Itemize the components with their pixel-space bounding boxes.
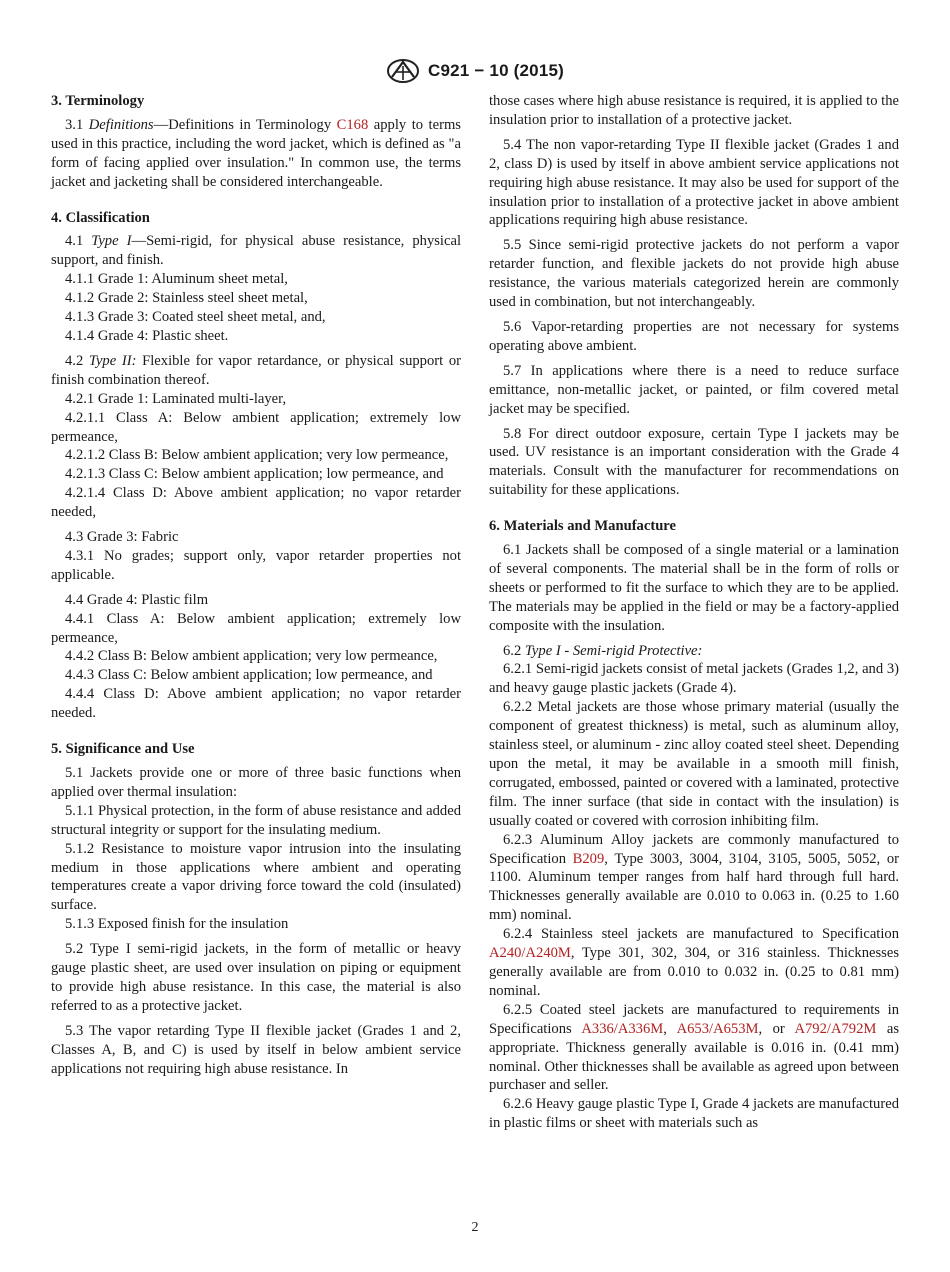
section-heading-materials: 6. Materials and Manufacture <box>489 518 676 535</box>
paragraph-5-1-3: 5.1.3 Exposed finish for the insulation <box>65 916 289 933</box>
paragraph-5-3: 5.3 The vapor retarding Type II flexible jacket (Grades 1 and 2, Classes A, B, and C) is used by itself in below ambient service applications not requiring high abuse resistance. In <box>51 1022 461 1077</box>
right-column <box>489 92 899 1133</box>
text: , or <box>758 1020 795 1037</box>
paragraph-4-1-2: 4.1.2 Grade 2: Stainless steel sheet metal, <box>65 290 308 307</box>
paragraph-4-4: 4.4 Grade 4: Plastic film <box>65 591 209 608</box>
paragraph-5-5: 5.5 Since semi-rigid protective jackets do not perform a vapor retarder function, and flexible jackets do not provide high abuse resistance, the various materials categorized herein are commonly used in combination, but not interchangeably. <box>489 237 899 311</box>
paragraph-5-2: 5.2 Type I semi-rigid jackets, in the form of metallic or heavy gauge plastic sheet, are used over insulation on piping or equipment to provide high abuse resistance. In this case, the material is also referred to as a protective jacket. <box>51 941 461 1014</box>
text: , <box>663 1020 677 1037</box>
page-header <box>0 56 950 86</box>
paragraph-4-4-2: 4.4.2 Class B: Below ambient application; very low permeance, <box>65 648 438 665</box>
paragraph-6-1: 6.1 Jackets shall be composed of a single material or a lamination of several components. The material shall be in the form of rolls or sheets or performed to fit the surface to which they are to be applied. The materials may be applied in the field or may be a factory-applied composite with the insulation. <box>489 542 899 634</box>
section-heading-terminology: 3. Terminology <box>51 93 145 109</box>
para-number: 4.1 <box>65 233 92 250</box>
paragraph-6-2-6: 6.2.6 Heavy gauge plastic Type I, Grade 4 jackets are manufactured in plastic films or sheet with materials such as <box>489 1096 899 1132</box>
paragraph-6-2-2: 6.2.2 Metal jackets are those whose primary material (usually the component of greatest thickness) is metal, such as aluminum alloy, stainless steel, or aluminum - zinc alloy coated steel sheet. Depending upon the metal, it may be available in a smooth mill finish, corrugated, embossed, painted or covered with a laminated, protective film. The inner surface (that side in contact with the insulation) is usually coated or covered with corrosion inhibiting film. <box>489 699 899 829</box>
paragraph-4-1-4: 4.1.4 Grade 4: Plastic sheet. <box>65 327 229 344</box>
paragraph-4-1 <box>51 232 461 270</box>
text: , Type 301, 302, 304, or 316 stainless. Thicknesses generally available are from 0.010 to 0.032 in. (0.25 to 0.81 mm) nominal. <box>489 945 899 999</box>
paragraph-5-7: 5.7 In applications where there is a need to reduce surface emittance, non-metallic jacket, or painted, or film covered metal jacket may be specified. <box>489 362 899 417</box>
paragraph-5-1-2: 5.1.2 Resistance to moisture vapor intrusion into the insulating medium in those applications where ambient and operating temperatures create a vapor driving force toward the cold (insulated) surface. <box>51 840 461 914</box>
text: 6.2.4 Stainless steel jackets are manufactured to Specification <box>503 926 899 943</box>
paragraph-5-3-continued: those cases where high abuse resistance is required, it is applied to the insulation prior to installation of a protective jacket. <box>489 93 899 128</box>
paragraph-3-1 <box>51 116 461 192</box>
paragraph-5-4: 5.4 The non vapor-retarding Type II flexible jacket (Grades 1 and 2, class D) is used by itself in above ambient service applications not requiring high abuse resistance. It may also be used for support of the insulation prior to installation of a protective jacket in above ambient applications requiring high abuse resistance. <box>489 136 899 229</box>
defined-term: Type I - Semi-rigid Protective: <box>524 642 703 659</box>
paragraph-4-1-1: 4.1.1 Grade 1: Aluminum sheet metal, <box>65 271 288 288</box>
paragraph-5-1-1: 5.1.1 Physical protection, in the form of abuse resistance and added structural integrity or support for the insulating medium. <box>51 802 461 838</box>
defined-term: Definitions <box>88 116 154 133</box>
paragraph-6-2 <box>489 642 899 661</box>
section-heading-classification: 4. Classification <box>51 209 150 226</box>
paragraph-6-2-1: 6.2.1 Semi-rigid jackets consist of metal jackets (Grades 1,2, and 3) and heavy gauge plastic jackets (Grade 4). <box>489 661 899 697</box>
para-number: 6.2 <box>503 642 525 659</box>
text: , Type 3003, 3004, 3104, 3105, 5005, 5052, or 1100. Aluminum temper ranges from half hard through full hard. Thicknesses generally available are 0.010 to 0.063 in. (0.25 to 1.60 mm) nominal. <box>489 850 899 924</box>
paragraph-5-1: 5.1 Jackets provide one or more of three basic functions when applied over thermal insulation: <box>51 765 461 800</box>
reference-link-b209[interactable]: B209 <box>572 850 605 867</box>
left-column <box>51 92 461 1079</box>
paragraph-4-1-3: 4.1.3 Grade 3: Coated steel sheet metal, and, <box>65 309 326 326</box>
reference-link-a336[interactable]: A336/A336M <box>581 1020 664 1037</box>
paragraph-4-2-1-2: 4.2.1.2 Class B: Below ambient application; very low permeance, <box>65 447 449 464</box>
text: 6.2.3 Aluminum Alloy jackets are commonly manufactured to Specification <box>489 831 899 867</box>
defined-term: Type II: <box>88 352 137 369</box>
paragraph-4-4-4: 4.4.4 Class D: Above ambient application; no vapor retarder needed. <box>51 686 461 722</box>
paragraph-5-8: 5.8 For direct outdoor exposure, certain Type I jackets may be used. UV resistance is an important consideration with the Grade 4 materials. Consult with the manufacturer for recommendations on suitability for these applications. <box>489 425 899 499</box>
paragraph-4-2-1-3: 4.2.1.3 Class C: Below ambient application; low permeance, and <box>65 466 444 483</box>
section-heading-significance: 5. Significance and Use <box>51 741 195 758</box>
paragraph-4-2-1-4: 4.2.1.4 Class D: Above ambient application; no vapor retarder needed, <box>51 485 461 521</box>
reference-link-a653[interactable]: A653/A653M <box>676 1020 759 1037</box>
reference-link-c168[interactable]: C168 <box>336 116 369 133</box>
paragraph-4-3: 4.3 Grade 3: Fabric <box>65 529 179 546</box>
paragraph-4-4-3: 4.4.3 Class C: Below ambient application; low permeance, and <box>65 667 433 684</box>
paragraph-4-2-1: 4.2.1 Grade 1: Laminated multi-layer, <box>65 390 287 407</box>
paragraph-4-3-1: 4.3.1 No grades; support only, vapor retarder properties not applicable. <box>51 547 461 583</box>
paragraph-5-6: 5.6 Vapor-retarding properties are not necessary for systems operating above ambient. <box>489 318 899 354</box>
paragraph-4-2 <box>51 352 461 390</box>
text: —Definitions in Terminology <box>153 116 337 133</box>
para-number: 3.1 <box>65 116 89 133</box>
page-number: 2 <box>471 1220 479 1235</box>
reference-link-a792[interactable]: A792/A792M <box>794 1020 877 1037</box>
paragraph-6-2-3 <box>489 831 899 926</box>
paragraph-6-2-5 <box>489 1001 899 1096</box>
text: 6.2.5 Coated steel jackets are manufactured to requirements in Specifications <box>489 1001 899 1037</box>
text: apply to terms used in this practice, including the word jacket, which is defined as "a form of facing applied over insulation." In common use, the terms jacket and jacketing shall be considered interchangeable. <box>51 116 461 190</box>
reference-link-a240[interactable]: A240/A240M <box>489 945 571 962</box>
text: as appropriate. Thickness generally available is 0.016 in. (0.41 mm) nominal. Other thicknesses shall be available as agreed upon between purchaser and seller. <box>489 1020 900 1094</box>
text: Flexible for vapor retardance, or physical support or finish combination thereof. <box>51 352 461 388</box>
paragraph-6-2-4 <box>489 925 899 1001</box>
para-number: 4.2 <box>65 352 89 369</box>
defined-term: Type I <box>91 233 132 250</box>
astm-logo-icon <box>386 58 420 84</box>
paragraph-4-2-1-1: 4.2.1.1 Class A: Below ambient application; extremely low permeance, <box>51 409 461 445</box>
paragraph-4-4-1: 4.4.1 Class A: Below ambient application; extremely low permeance, <box>51 610 461 646</box>
text: —Semi-rigid, for physical abuse resistance, physical support, and finish. <box>51 233 462 269</box>
standard-designation: C921 − 10 (2015) <box>428 61 564 80</box>
